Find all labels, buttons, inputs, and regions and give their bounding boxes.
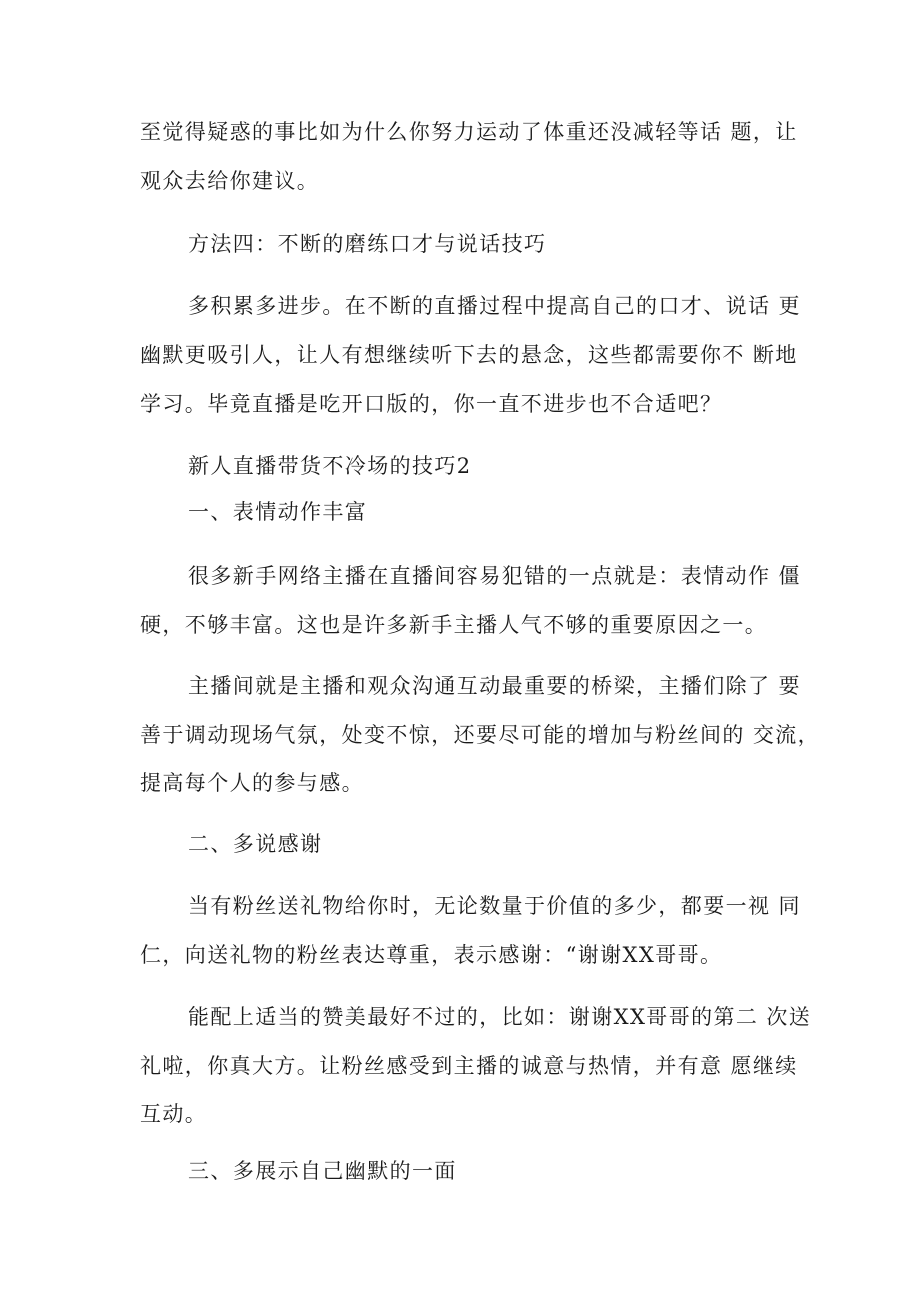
- section-heading: 一、表情动作丰富: [188, 500, 368, 524]
- body-line: 互动。: [140, 1102, 208, 1126]
- body-line: 硬，不够丰富。这也是许多新手主播人气不够的重要原因之一。: [140, 613, 768, 637]
- body-line: 至觉得疑惑的事比如为什么你努力运动了体重还没减轻等话 题，让: [140, 120, 798, 144]
- body-line: 当有粉丝送礼物给你时，无论数量于价值的多少，都要一视 同: [188, 894, 801, 918]
- section-heading: 二、多说感谢: [188, 832, 323, 856]
- body-line: 主播间就是主播和观众沟通互动最重要的桥梁，主播们除了 要: [188, 674, 801, 698]
- body-line: 多积累多进步。在不断的直播过程中提高自己的口才、说话 更: [188, 294, 801, 318]
- body-line: 能配上适当的赞美最好不过的，比如：谢谢XX哥哥的第二 次送: [188, 1005, 812, 1029]
- body-line: 观众去给你建议。: [140, 169, 320, 193]
- body-line: 幽默更吸引人，让人有想继续听下去的悬念，这些都需要你不 断地: [140, 343, 798, 367]
- section-heading: 三、多展示自己幽默的一面: [188, 1159, 457, 1183]
- body-line: 提高每个人的参与感。: [140, 771, 364, 795]
- body-line: 礼啦，你真大方。让粉丝感受到主播的诚意与热情，并有意 愿继续: [140, 1054, 798, 1078]
- body-line: 学习。毕竟直播是吃开口版的，你一直不进步也不合适吧？: [140, 392, 723, 416]
- section-heading: 方法四：不断的磨练口才与说话技巧: [188, 232, 547, 256]
- body-line: 仁，向送礼物的粉丝表达尊重，表示感谢：“谢谢XX哥哥。: [140, 943, 723, 967]
- section-heading: 新人直播带货不冷场的技巧2: [188, 454, 472, 478]
- body-line: 善于调动现场气氛，处变不惊，还要尽可能的增加与粉丝间的 交流，: [140, 723, 821, 747]
- body-line: 很多新手网络主播在直播间容易犯错的一点就是：表情动作 僵: [188, 564, 801, 588]
